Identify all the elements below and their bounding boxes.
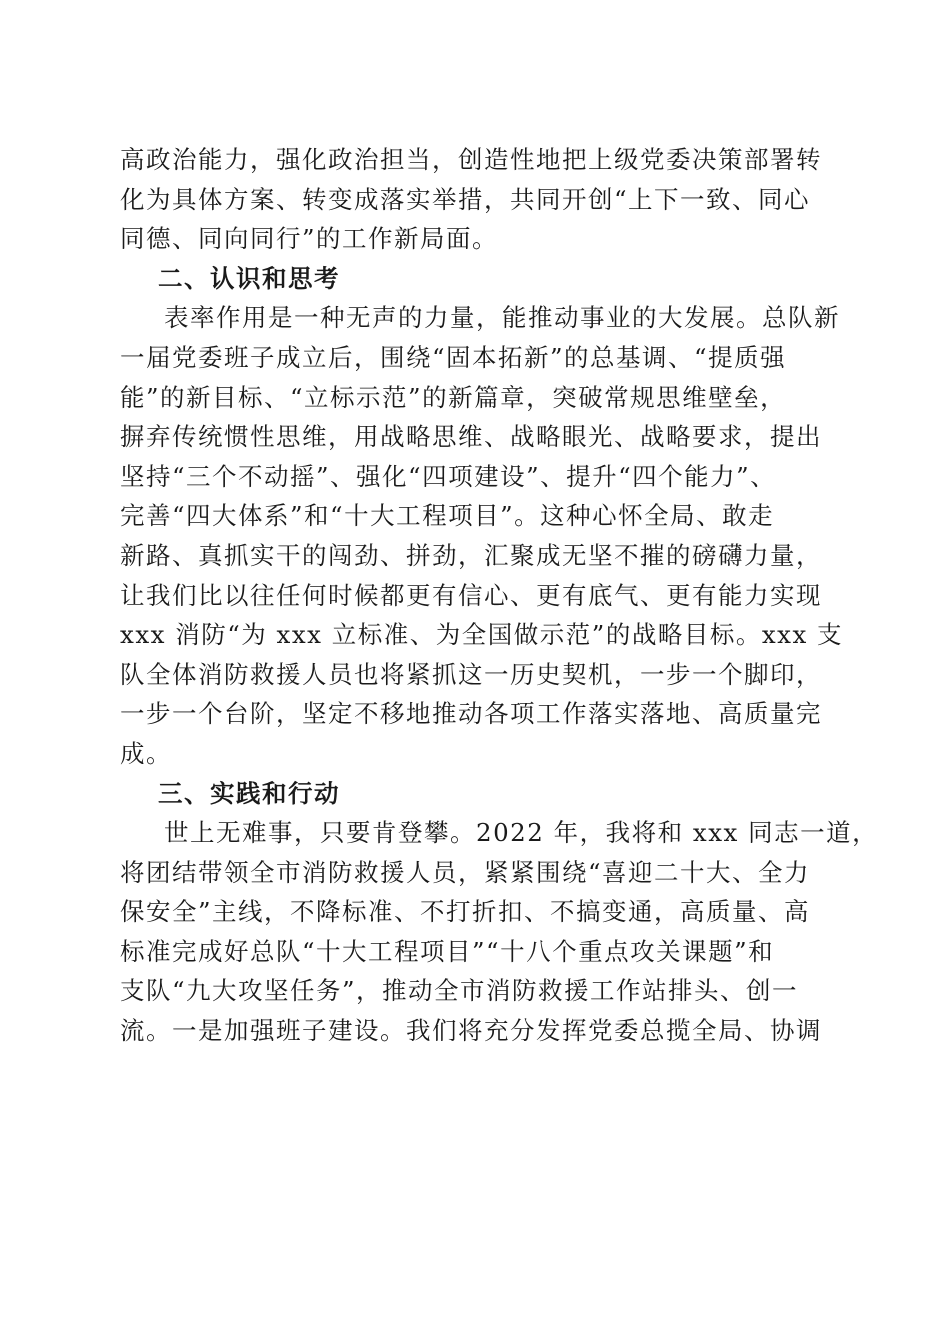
body-line: 成。 [120, 738, 172, 768]
paragraph-first-line: 世上无难事，只要肯登攀。2022 年，我将和 xxx 同志一道， [164, 818, 879, 848]
body-line: 标准完成好总队“十大工程项目”“十八个重点攻关课题”和 [120, 936, 775, 966]
body-line: xxx 消防“为 xxx 立标准、为全国做示范”的战略目标。xxx 支 [120, 620, 844, 650]
body-line: 流。一是加强班子建设。我们将充分发挥党委总揽全局、协调 [120, 1016, 822, 1046]
document-body [120, 140, 879, 1051]
body-line: 一届党委班子成立后，围绕“固本拓新”的总基调、“提质强 [120, 342, 787, 372]
body-line: 让我们比以往任何时候都更有信心、更有底气、更有能力实现 [120, 580, 822, 610]
section-heading-2: 二、认识和思考 [158, 263, 340, 293]
body-line: 坚持“三个不动摇”、强化“四项建设”、提升“四个能力”、 [120, 461, 777, 491]
body-line: 同德、同向同行”的工作新局面。 [120, 224, 499, 254]
body-line: 新路、真抓实干的闯劲、拼劲，汇聚成无坚不摧的磅礴力量， [120, 540, 822, 570]
body-line: 化为具体方案、转变成落实举措，共同开创“上下一致、同心 [120, 184, 811, 214]
paragraph-first-line: 表率作用是一种无声的力量，能推动事业的大发展。总队新 [164, 303, 840, 333]
body-line: 摒弃传统惯性思维，用战略思维、战略眼光、战略要求，提出 [120, 422, 822, 452]
body-line: 支队“九大攻坚任务”，推动全市消防救援工作站排头、创一 [120, 976, 799, 1006]
body-line: 能”的新目标、“立标示范”的新篇章，突破常规思维壁垒， [120, 382, 787, 412]
body-line: 一步一个台阶，坚定不移地推动各项工作落实落地、高质量完 [120, 699, 822, 729]
body-line: 队全体消防救援人员也将紧抓这一历史契机，一步一个脚印， [120, 659, 822, 689]
body-line: 高政治能力，强化政治担当，创造性地把上级党委决策部署转 [120, 145, 822, 174]
body-line: 将团结带领全市消防救援人员，紧紧围绕“喜迎二十大、全力 [120, 857, 811, 887]
body-line: 完善“四大体系”和“十大工程项目”。这种心怀全局、敢走 [120, 501, 775, 531]
section-heading-3: 三、实践和行动 [158, 778, 340, 808]
body-line: 保安全”主线，不降标准、不打折扣、不搞变通，高质量、高 [120, 897, 811, 927]
